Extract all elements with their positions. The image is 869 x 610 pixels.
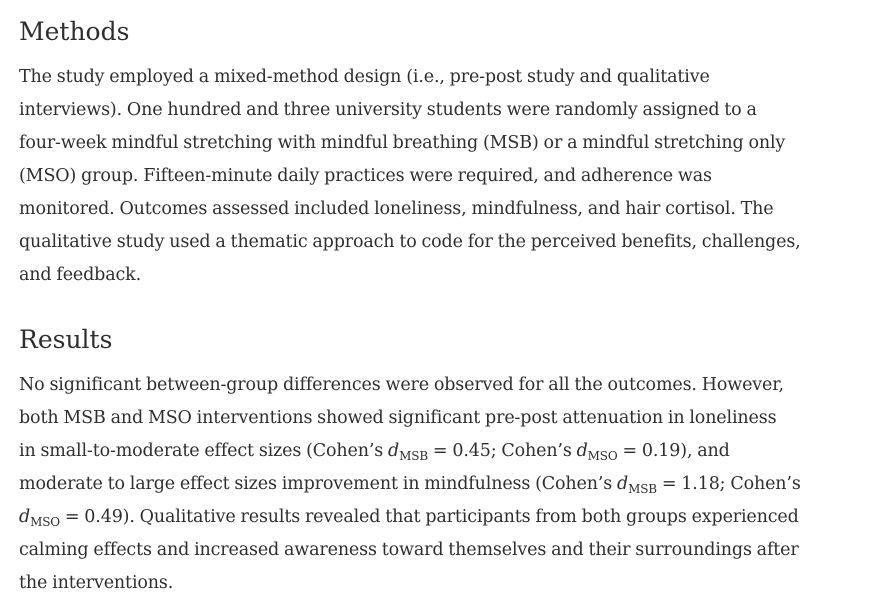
methods-line-3: four-week mindful stretching with mindful breathing (MSB) or a mindful stretching only xyxy=(19,133,786,153)
methods-line-4: (MSO) group. Fifteen-minute daily practices were required, and adherence was xyxy=(19,166,712,186)
results-line-3-text-a: in small-to-moderate effect sizes (Cohen’s xyxy=(19,441,389,461)
results-heading: Results xyxy=(19,325,113,354)
cohens-d-symbol: d xyxy=(19,507,31,527)
results-line-2: both MSB and MSO interventions showed significant pre-post attenuation in loneliness xyxy=(19,408,777,428)
subscript-mso: MSO xyxy=(30,515,60,529)
subscript-msb: MSB xyxy=(399,449,428,463)
results-line-6: calming effects and increased awareness toward themselves and their surroundings after xyxy=(19,540,799,560)
cohens-d-symbol: d xyxy=(576,441,588,461)
methods-paragraph xyxy=(19,61,859,292)
results-line-3-text-b: = 0.45; Cohen’s xyxy=(428,441,577,461)
results-line-5-text: = 0.49). Qualitative results revealed that participants from both groups experienced xyxy=(59,507,799,527)
cohens-d-symbol: d xyxy=(617,474,629,494)
results-line-3 xyxy=(19,435,859,468)
results-line-4-text-a: moderate to large effect sizes improvement in mindfulness (Cohen’s xyxy=(19,474,618,494)
results-line-7: the interventions. xyxy=(19,573,174,593)
subscript-msb: MSB xyxy=(628,482,657,496)
results-line-4-text-b: = 1.18; Cohen’s xyxy=(656,474,801,494)
results-line-4 xyxy=(19,468,859,501)
methods-line-2: interviews). One hundred and three university students were randomly assigned to a xyxy=(19,100,757,120)
methods-line-5: monitored. Outcomes assessed included loneliness, mindfulness, and hair cortisol. The xyxy=(19,199,774,219)
cohens-d-symbol: d xyxy=(388,441,400,461)
results-line-1: No significant between-group differences were observed for all the outcomes. However, xyxy=(19,375,784,395)
methods-heading: Methods xyxy=(19,17,130,46)
results-line-3-text-c: = 0.19), and xyxy=(617,441,730,461)
results-line-5 xyxy=(19,501,859,534)
methods-line-7: and feedback. xyxy=(19,265,142,285)
results-paragraph xyxy=(19,369,859,600)
subscript-mso: MSO xyxy=(587,449,618,463)
methods-line-1: The study employed a mixed-method design (i.e., pre-post study and qualitative xyxy=(19,67,710,87)
methods-line-6: qualitative study used a thematic approach to code for the perceived benefits, challenges, xyxy=(19,232,801,252)
